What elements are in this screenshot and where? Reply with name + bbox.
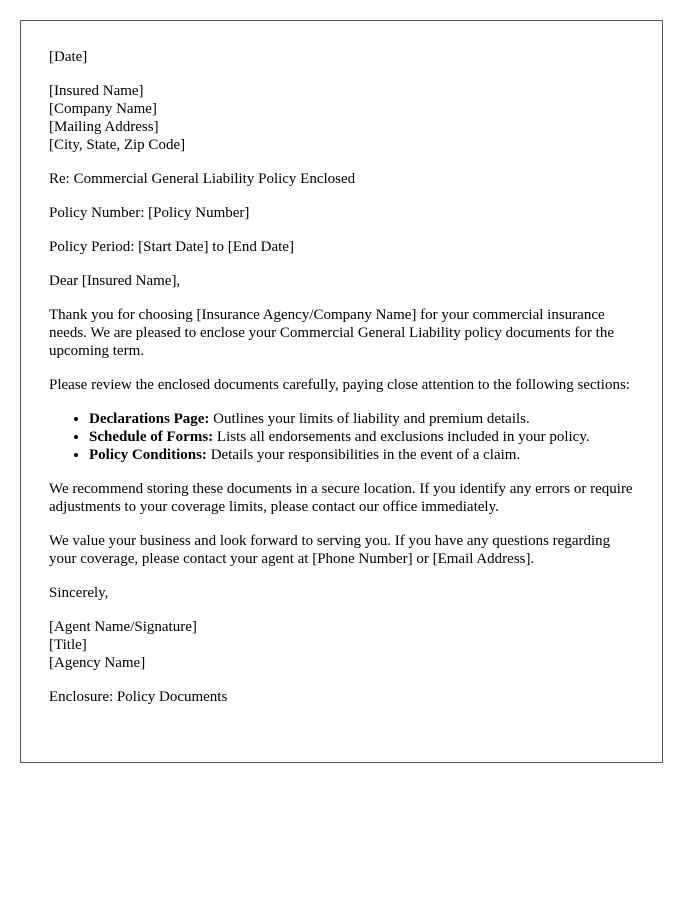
- agent-title: [Title]: [49, 637, 87, 653]
- signature-block: [49, 618, 634, 672]
- section-title: Schedule of Forms:: [89, 429, 214, 445]
- section-text: Lists all endorsements and exclusions included in your policy.: [213, 429, 590, 445]
- signoff: Sincerely,: [49, 585, 109, 601]
- recipient-name: [Insured Name]: [49, 83, 144, 99]
- recipient-city: [City, State, Zip Code]: [49, 137, 186, 153]
- agency-name: [Agency Name]: [49, 655, 146, 671]
- recipient-company: [Company Name]: [49, 101, 157, 117]
- section-text: Details your responsibilities in the event of a claim.: [206, 447, 521, 463]
- agent-name: [Agent Name/Signature]: [49, 619, 197, 635]
- list-item: [89, 446, 634, 464]
- storage-paragraph: We recommend storing these documents in a secure location. If you identify any errors or require adjustments to your coverage limits, please contact our office immediately.: [49, 481, 633, 515]
- enclosure-line: Enclosure: Policy Documents: [49, 689, 228, 705]
- review-paragraph: Please review the enclosed documents carefully, paying close attention to the following sections:: [49, 377, 630, 393]
- section-title: Policy Conditions:: [89, 447, 207, 463]
- intro-paragraph: Thank you for choosing [Insurance Agency/Company Name] for your commercial insurance needs. We are pleased to enclose your Commercial General Liability policy documents for the upcoming term.: [49, 307, 614, 359]
- salutation: Dear [Insured Name],: [49, 273, 181, 289]
- recipient-mailing-address: [Mailing Address]: [49, 119, 159, 135]
- recipient-address: [49, 82, 634, 154]
- date: [Date]: [49, 49, 88, 65]
- list-item: [89, 428, 634, 446]
- policy-period: Policy Period: [Start Date] to [End Date]: [49, 239, 294, 255]
- closing-paragraph: We value your business and look forward to serving you. If you have any questions regarding your coverage, please contact your agent at [Phone Number] or [Email Address].: [49, 533, 611, 567]
- policy-number: Policy Number: [Policy Number]: [49, 205, 250, 221]
- section-text: Outlines your limits of liability and premium details.: [209, 411, 530, 427]
- list-item: [89, 410, 634, 428]
- sections-list: [49, 410, 634, 464]
- letter: [20, 20, 663, 763]
- re-line: Re: Commercial General Liability Policy Enclosed: [49, 171, 356, 187]
- section-title: Declarations Page:: [89, 411, 210, 427]
